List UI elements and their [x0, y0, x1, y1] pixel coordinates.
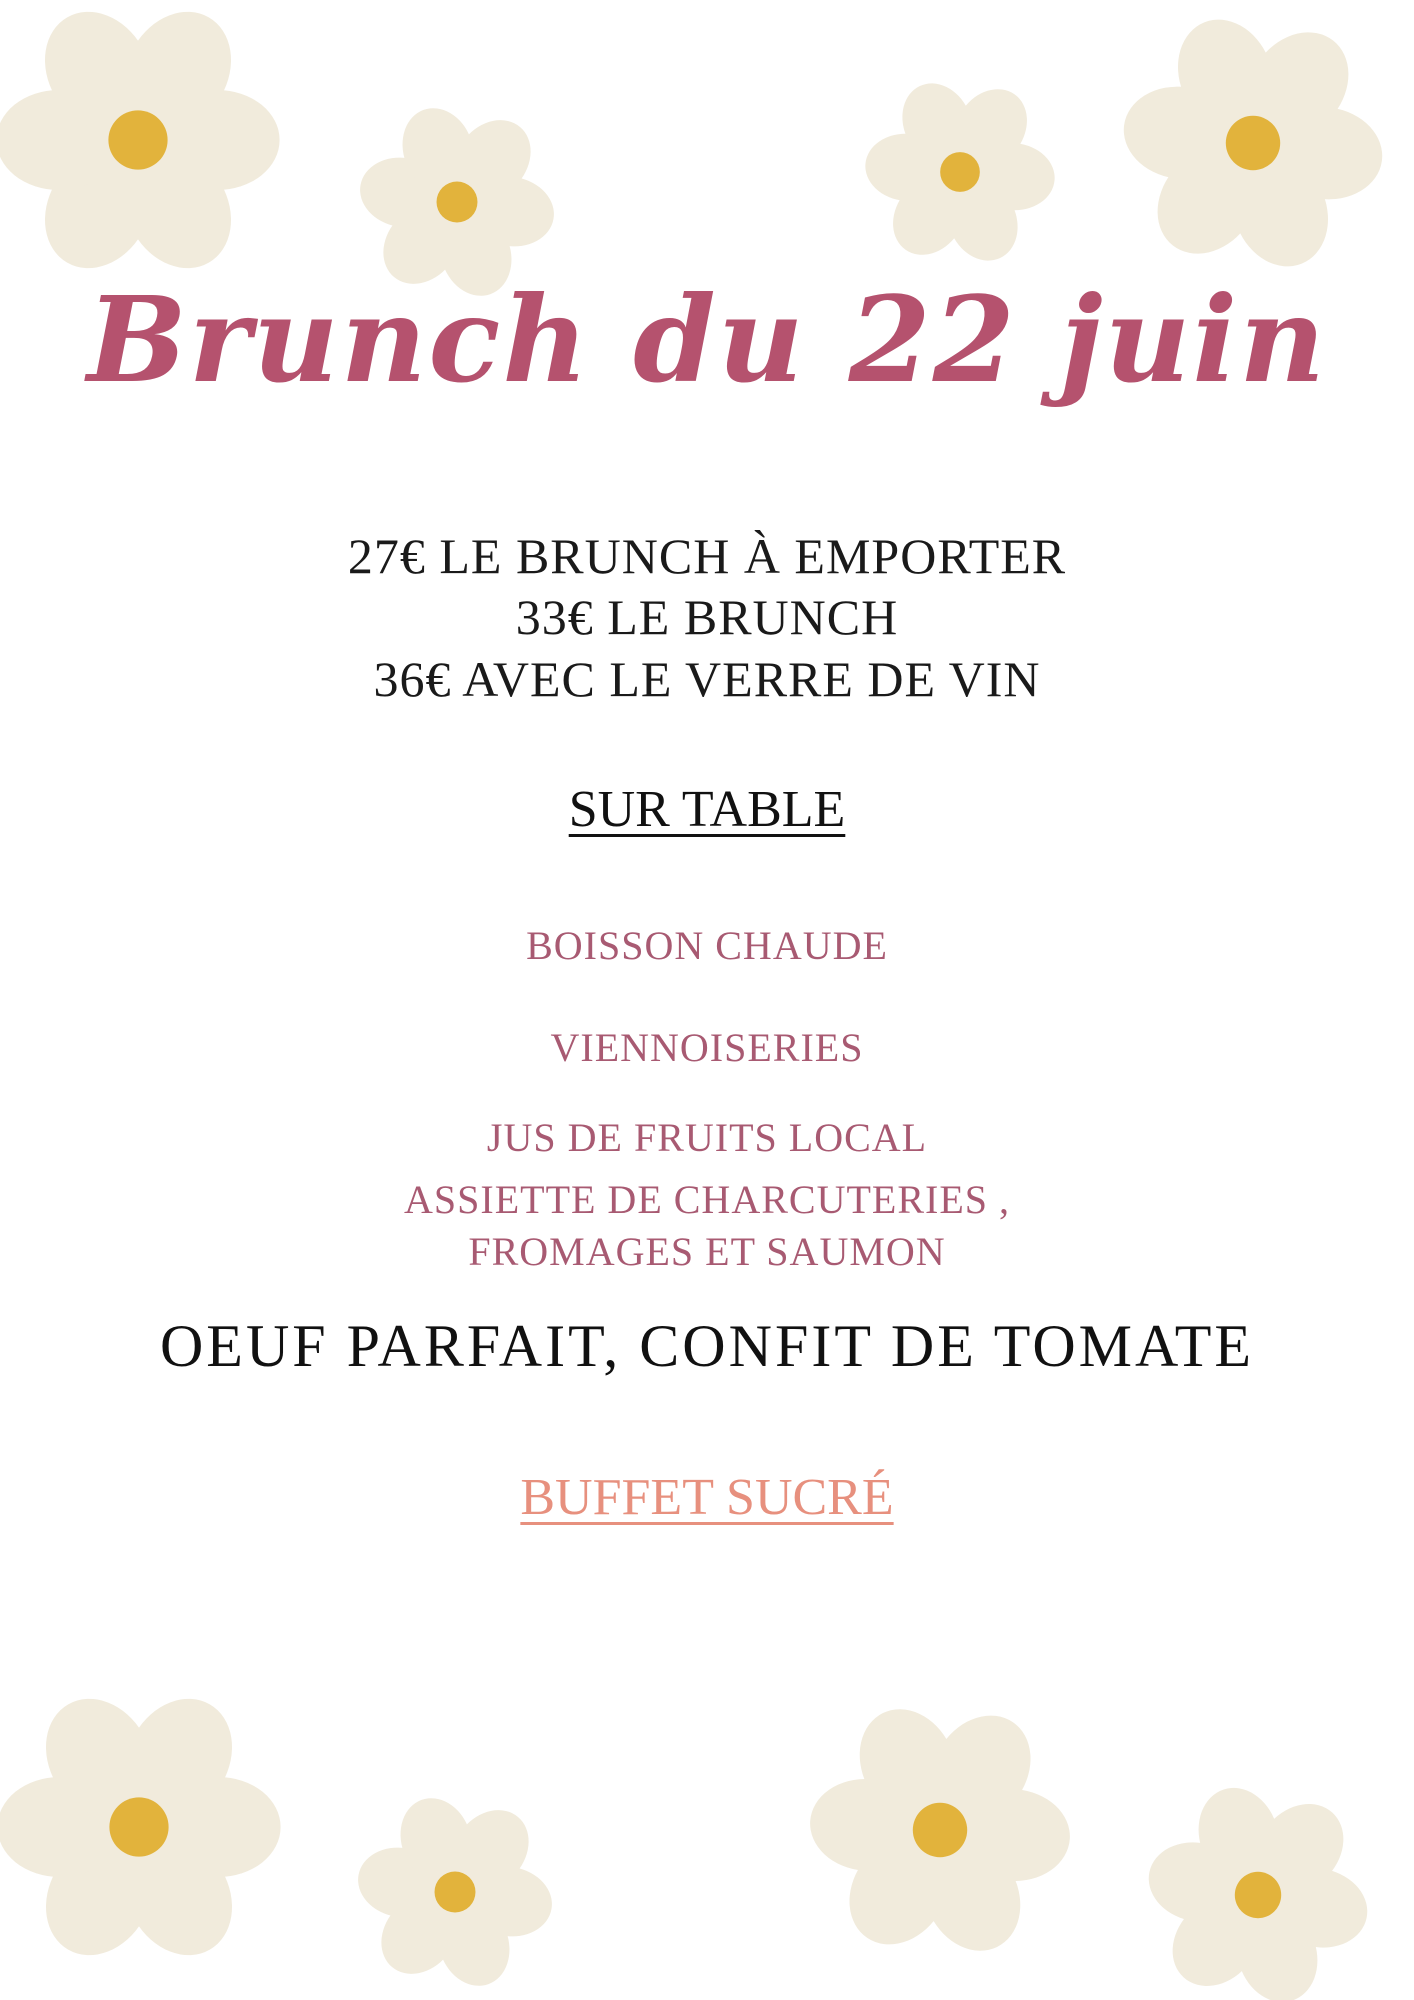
daisy-icon	[1141, 1777, 1374, 2000]
main-dish: OEUF PARFAIT, CONFIT DE TOMATE	[159, 1313, 1255, 1379]
price-takeaway: 27€ LE BRUNCH À EMPORTER	[347, 528, 1067, 584]
daisy-icon	[863, 72, 1058, 272]
menu-item: VIENNOISERIES	[550, 1025, 864, 1070]
daisy-icon	[0, 0, 280, 288]
daisy-icon	[353, 1788, 558, 1996]
buffet-heading: BUFFET SUCRÉ	[520, 1469, 894, 1526]
daisy-icon	[807, 1693, 1073, 1967]
page-title: Brunch du 22 juin	[87, 270, 1327, 409]
daisy-icon	[0, 1679, 281, 1974]
menu-item: FROMAGES ET SAUMON	[468, 1229, 946, 1274]
section-heading: SUR TABLE	[568, 781, 846, 838]
menu-item: ASSIETTE DE CHARCUTERIES ,	[404, 1177, 1010, 1222]
price-with-wine: 36€ AVEC LE VERRE DE VIN	[373, 651, 1041, 707]
menu-item: JUS DE FRUITS LOCAL	[486, 1115, 928, 1160]
menu-item: BOISSON CHAUDE	[526, 923, 888, 968]
daisy-icon	[1118, 5, 1388, 281]
price-brunch: 33€ LE BRUNCH	[515, 589, 899, 645]
